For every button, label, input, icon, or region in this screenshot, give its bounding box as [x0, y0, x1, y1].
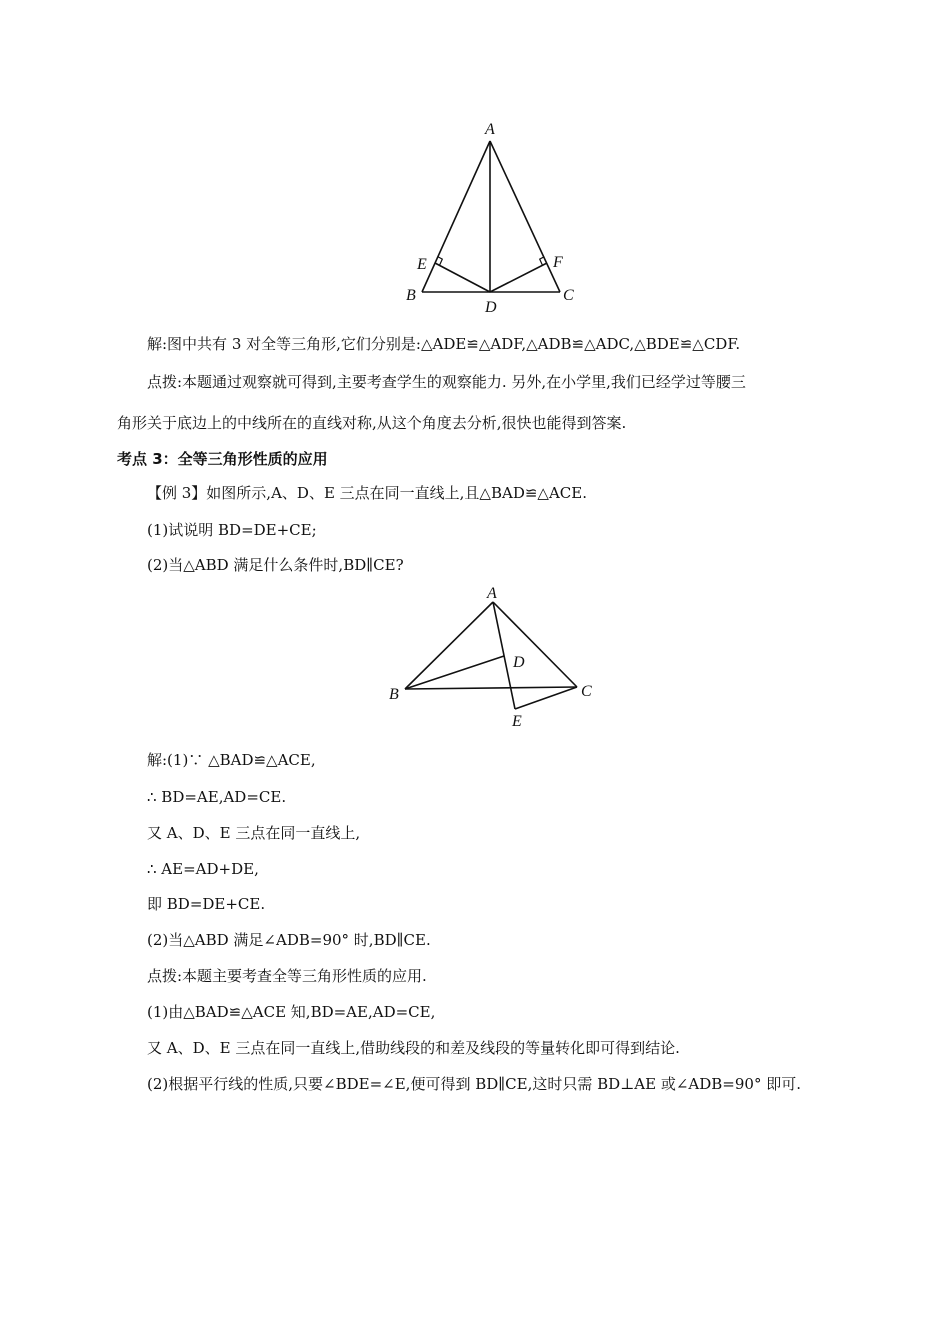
- example-3-question-1: (1)试说明 BD=DE+CE;: [147, 521, 317, 539]
- segment-ac: [490, 141, 560, 292]
- solution-3-line-1: 解:(1)∵ △BAD≌△ACE,: [147, 751, 316, 769]
- solution-3-line-4: ∴ AE=AD+DE,: [147, 860, 259, 878]
- tip-1-line-1: 点拨:本题通过观察就可得到,主要考查学生的观察能力. 另外,在小学里,我们已经学过等腰三: [147, 373, 746, 391]
- tip-3-line-4: (2)根据平行线的性质,只要∠BDE=∠E,便可得到 BD∥CE,这时只需 BD⊥AE 或∠ADB=90° 即可.: [147, 1075, 801, 1093]
- label-c: C: [563, 287, 574, 304]
- tip-3-line-3: 又 A、D、E 三点在同一直线上,借助线段的和差及线段的等量转化即可得到结论.: [147, 1039, 680, 1057]
- tip-3-line-2: (1)由△BAD≌△ACE 知,BD=AE,AD=CE,: [147, 1003, 436, 1021]
- solution-3-line-6: (2)当△ABD 满足∠ADB=90° 时,BD∥CE.: [147, 931, 431, 949]
- label-d: D: [485, 299, 497, 316]
- label-c: C: [581, 683, 592, 700]
- segment-df: [490, 263, 547, 292]
- segment-ab: [422, 141, 490, 292]
- segment-ab: [405, 602, 493, 689]
- section-3-title: 考点 3：全等三角形性质的应用: [117, 450, 328, 468]
- label-e: E: [512, 713, 522, 730]
- label-b: B: [389, 686, 399, 703]
- label-a: A: [487, 585, 497, 602]
- example-3-question-2: (2)当△ABD 满足什么条件时,BD∥CE?: [147, 556, 404, 574]
- label-a: A: [485, 121, 495, 138]
- figure-congruent-triangles: [380, 582, 610, 732]
- solution-3-line-3: 又 A、D、E 三点在同一直线上,: [147, 824, 361, 842]
- solution-3-line-5: 即 BD=DE+CE.: [147, 895, 266, 913]
- segment-ae: [493, 602, 515, 709]
- segment-bd: [405, 656, 504, 689]
- tip-3-line-1: 点拨:本题主要考查全等三角形性质的应用.: [147, 967, 427, 985]
- segment-ac: [493, 602, 577, 687]
- example-3-intro: 【例 3】如图所示,A、D、E 三点在同一直线上,且△BAD≌△ACE.: [147, 484, 587, 502]
- label-d: D: [513, 654, 525, 671]
- label-e: E: [417, 256, 427, 273]
- solution-1: 解:图中共有 3 对全等三角形,它们分别是:△ADE≌△ADF,△ADB≌△ADC,△BDE≌△CDF.: [147, 335, 741, 353]
- figure-isosceles-triangle: [395, 115, 595, 320]
- solution-3-line-2: ∴ BD=AE,AD=CE.: [147, 788, 287, 806]
- label-b: B: [406, 287, 416, 304]
- label-f: F: [553, 254, 563, 271]
- tip-1-line-2: 角形关于底边上的中线所在的直线对称,从这个角度去分析,很快也能得到答案.: [117, 414, 627, 432]
- segment-bc: [405, 687, 577, 689]
- segment-de: [435, 263, 490, 292]
- segment-ce: [515, 687, 577, 709]
